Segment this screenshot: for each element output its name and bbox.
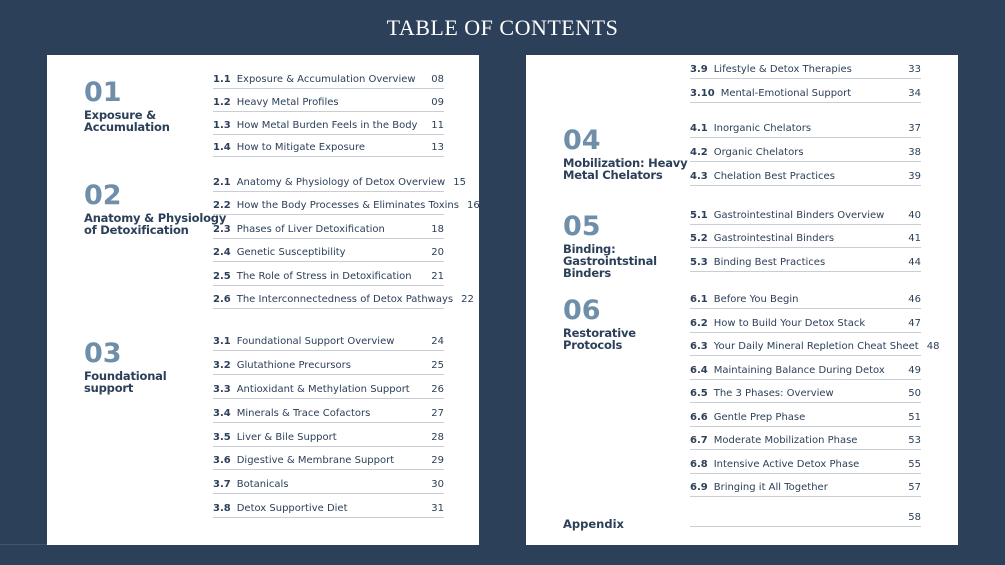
toc-entry[interactable] — [213, 92, 444, 112]
entry-title: Heavy Metal Profiles — [236, 97, 339, 108]
entry-page-number: 38 — [908, 147, 921, 158]
section-title-line: Accumulation — [84, 120, 170, 134]
entry-page-number: 58 — [908, 512, 921, 523]
toc-entry[interactable] — [213, 195, 480, 215]
entry-number: 2.4 — [213, 247, 231, 258]
toc-entry[interactable] — [690, 360, 921, 380]
entry-title: Exposure & Accumulation Overview — [236, 74, 416, 85]
section-title-line: Protocols — [563, 338, 623, 352]
entry-title: Antioxidant & Methylation Support — [236, 384, 410, 395]
section-title-line: Metal Chelators — [563, 168, 663, 182]
entry-number: 4.1 — [690, 123, 708, 134]
entry-page-number: 25 — [431, 360, 444, 371]
entry-page-number: 09 — [431, 97, 444, 108]
entry-title: Phases of Liver Detoxification — [236, 224, 385, 235]
entry-page-number: 27 — [431, 408, 444, 419]
toc-entry[interactable] — [213, 266, 444, 286]
entry-page-number: 15 — [453, 177, 466, 188]
section-02 — [84, 182, 226, 236]
entry-page-number: 16 — [466, 200, 480, 211]
entry-number: 3.5 — [213, 432, 231, 443]
section-title-line: Exposure & — [84, 108, 156, 122]
entry-page-number: 46 — [908, 294, 921, 305]
section-title-line: Binding: — [563, 242, 616, 256]
section-title-line: Gastrointstinal — [563, 254, 657, 268]
entry-page-number: 49 — [908, 365, 921, 376]
toc-entry[interactable] — [213, 137, 444, 157]
entry-page-number: 29 — [431, 455, 444, 466]
entry-title: Moderate Mobilization Phase — [713, 435, 858, 446]
entry-page-number: 57 — [908, 482, 921, 493]
toc-entry[interactable] — [213, 172, 466, 192]
section-title-line: of Detoxification — [84, 223, 189, 237]
entry-title: Anatomy & Physiology of Detox Overview — [236, 177, 446, 188]
entry-number: 6.5 — [690, 388, 708, 399]
entry-page-number: 20 — [431, 247, 444, 258]
entry-page-number: 40 — [908, 210, 921, 221]
entry-title: Minerals & Trace Cofactors — [236, 408, 371, 419]
toc-entry[interactable] — [213, 289, 474, 309]
toc-entry[interactable] — [213, 115, 444, 135]
toc-entry[interactable] — [213, 427, 444, 447]
entry-number: 2.1 — [213, 177, 231, 188]
entry-title: How to Build Your Detox Stack — [713, 318, 866, 329]
entry-number: 1.4 — [213, 142, 231, 153]
entry-page-number: 31 — [431, 503, 444, 514]
toc-entry[interactable] — [213, 379, 444, 399]
entry-title: Intensive Active Detox Phase — [713, 459, 860, 470]
toc-entry[interactable] — [690, 454, 921, 474]
toc-entry[interactable] — [690, 83, 921, 103]
entry-page-number: 30 — [431, 479, 444, 490]
entry-title: Liver & Bile Support — [236, 432, 337, 443]
section-number: 01 — [84, 77, 122, 108]
entry-title: Bringing it All Together — [713, 482, 828, 493]
toc-entry[interactable] — [690, 118, 921, 138]
section-01 — [84, 79, 170, 133]
entry-page-number: 53 — [908, 435, 921, 446]
entry-page-number: 24 — [431, 336, 444, 347]
entry-number: 3.1 — [213, 336, 231, 347]
toc-entry[interactable] — [690, 336, 940, 356]
entry-page-number: 51 — [908, 412, 921, 423]
entry-number: 5.3 — [690, 257, 708, 268]
toc-entry[interactable] — [690, 166, 921, 186]
entry-title: Maintaining Balance During Detox — [713, 365, 885, 376]
toc-page-left — [47, 55, 479, 545]
entry-number: 2.2 — [213, 200, 231, 211]
entry-number: 6.4 — [690, 365, 708, 376]
entry-title: Your Daily Mineral Repletion Cheat Sheet — [713, 341, 919, 352]
entry-number: 3.4 — [213, 408, 231, 419]
section-title-line: Anatomy & Physiology — [84, 211, 227, 225]
toc-entry[interactable] — [690, 205, 921, 225]
entry-page-number: 48 — [926, 341, 940, 352]
entry-number: 3.2 — [213, 360, 231, 371]
entry-number: 6.7 — [690, 435, 708, 446]
toc-entry[interactable] — [690, 507, 921, 527]
entry-number: 3.9 — [690, 64, 708, 75]
entry-title: Gastrointestinal Binders — [713, 233, 835, 244]
toc-entry[interactable] — [213, 450, 444, 470]
entry-number: 4.3 — [690, 171, 708, 182]
toc-entry[interactable] — [213, 331, 444, 351]
entry-title: Digestive & Membrane Support — [236, 455, 395, 466]
section-number: 06 — [563, 295, 601, 326]
toc-entry[interactable] — [690, 289, 921, 309]
toc-entry[interactable] — [213, 474, 444, 494]
entry-page-number: 22 — [461, 294, 474, 305]
section-title-line: Foundational — [84, 369, 167, 383]
entry-title: Mental-Emotional Support — [720, 88, 852, 99]
section-title-line: support — [84, 381, 134, 395]
entry-number: 6.6 — [690, 412, 708, 423]
entry-title: The 3 Phases: Overview — [713, 388, 834, 399]
entry-number: 3.10 — [690, 88, 715, 99]
entry-number: 1.3 — [213, 120, 231, 131]
entry-number: 3.8 — [213, 503, 231, 514]
entry-number: 2.6 — [213, 294, 231, 305]
entry-number: 3.6 — [213, 455, 231, 466]
entry-page-number: 11 — [431, 120, 444, 131]
entry-title: How the Body Processes & Eliminates Toxins — [236, 200, 459, 211]
entry-title: Before You Begin — [713, 294, 799, 305]
toc-page-right — [526, 55, 958, 545]
entry-page-number: 55 — [908, 459, 921, 470]
entry-page-number: 39 — [908, 171, 921, 182]
toc-entry[interactable] — [690, 252, 921, 272]
entry-number: 3.3 — [213, 384, 231, 395]
entry-title: Organic Chelators — [713, 147, 804, 158]
section-06 — [563, 297, 636, 351]
section-number: 04 — [563, 125, 601, 156]
entry-title: How Metal Burden Feels in the Body — [236, 120, 418, 131]
toc-entry[interactable] — [213, 242, 444, 262]
section-number: 05 — [563, 211, 601, 242]
entry-page-number: 13 — [431, 142, 444, 153]
entry-title: Gastrointestinal Binders Overview — [713, 210, 885, 221]
toc-entry[interactable] — [213, 69, 444, 89]
entry-page-number: 28 — [431, 432, 444, 443]
entry-title: Genetic Susceptibility — [236, 247, 346, 258]
entry-number: 6.1 — [690, 294, 708, 305]
entry-page-number: 18 — [431, 224, 444, 235]
entry-title: The Role of Stress in Detoxification — [236, 271, 412, 282]
entry-page-number: 34 — [908, 88, 921, 99]
divider — [0, 544, 47, 545]
entry-page-number: 50 — [908, 388, 921, 399]
entry-page-number: 37 — [908, 123, 921, 134]
entry-number: 2.5 — [213, 271, 231, 282]
toc-entry[interactable] — [213, 498, 444, 518]
entry-number: 2.3 — [213, 224, 231, 235]
toc-entry[interactable] — [690, 407, 921, 427]
entry-number: 1.2 — [213, 97, 231, 108]
entry-title: Foundational Support Overview — [236, 336, 395, 347]
section-title-line: Binders — [563, 266, 612, 280]
entry-title: Glutathione Precursors — [236, 360, 351, 371]
entry-page-number: 08 — [431, 74, 444, 85]
entry-number: 6.9 — [690, 482, 708, 493]
entry-title: Gentle Prep Phase — [713, 412, 806, 423]
toc-entry[interactable] — [213, 219, 444, 239]
toc-entry[interactable] — [690, 383, 921, 403]
toc-entry[interactable] — [690, 142, 921, 162]
section-title-line: Mobilization: Heavy — [563, 156, 688, 170]
entry-number: 3.7 — [213, 479, 231, 490]
entry-page-number: 21 — [431, 271, 444, 282]
toc-entry[interactable] — [213, 355, 444, 375]
toc-entry[interactable] — [690, 477, 921, 497]
entry-number: 6.8 — [690, 459, 708, 470]
entry-number: 5.2 — [690, 233, 708, 244]
toc-entry[interactable] — [690, 59, 921, 79]
entry-page-number: 44 — [908, 257, 921, 268]
section-title-line: Restorative — [563, 326, 636, 340]
entry-page-number: 41 — [908, 233, 921, 244]
section-04 — [563, 127, 687, 181]
section-05 — [563, 213, 657, 279]
page-title: TABLE OF CONTENTS — [386, 15, 619, 40]
entry-number: 6.2 — [690, 318, 708, 329]
toc-entry[interactable] — [690, 228, 921, 248]
toc-entry[interactable] — [213, 403, 444, 423]
entry-title: Detox Supportive Diet — [236, 503, 348, 514]
entry-title: Botanicals — [236, 479, 289, 490]
section-number: 03 — [84, 338, 122, 369]
entry-number: 4.2 — [690, 147, 708, 158]
entry-number: 1.1 — [213, 74, 231, 85]
section-number: 02 — [84, 180, 122, 211]
entry-title: Inorganic Chelators — [713, 123, 812, 134]
entry-title: Binding Best Practices — [713, 257, 826, 268]
entry-page-number: 33 — [908, 64, 921, 75]
toc-entry[interactable] — [690, 430, 921, 450]
entry-number: 6.3 — [690, 341, 708, 352]
entry-number: 5.1 — [690, 210, 708, 221]
entry-page-number: 26 — [431, 384, 444, 395]
toc-entry[interactable] — [690, 313, 921, 333]
entry-title: Chelation Best Practices — [713, 171, 835, 182]
entry-title: Lifestyle & Detox Therapies — [713, 64, 852, 75]
entry-page-number: 47 — [908, 318, 921, 329]
entry-title: How to Mitigate Exposure — [236, 142, 366, 153]
section-03 — [84, 340, 167, 394]
entry-title: The Interconnectedness of Detox Pathways — [236, 294, 454, 305]
appendix-label: Appendix — [563, 517, 624, 531]
